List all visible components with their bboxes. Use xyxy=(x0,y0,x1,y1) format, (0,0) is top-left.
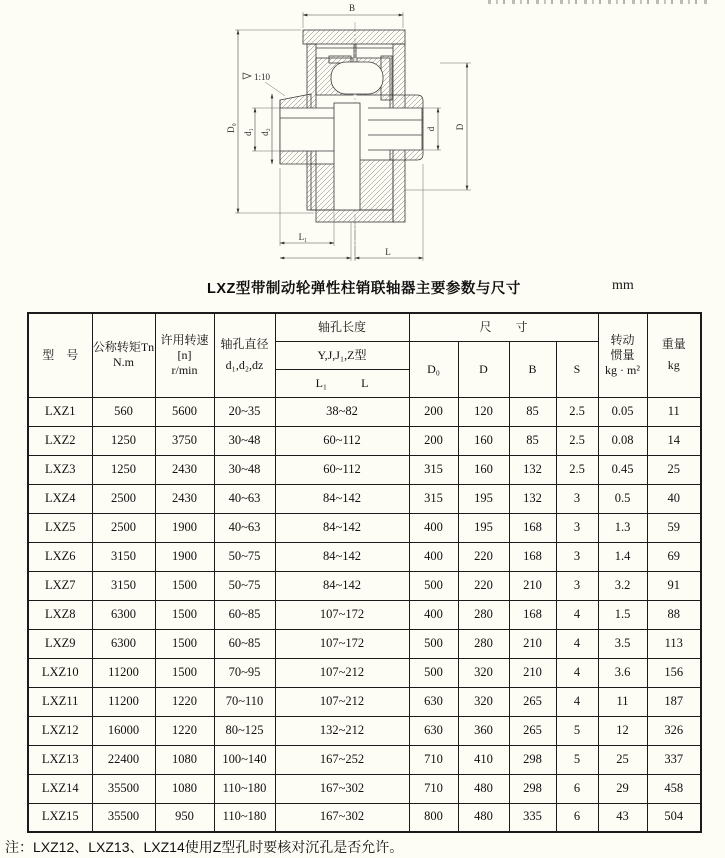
model-cell: LXZ14 xyxy=(28,774,92,803)
value-cell: 11 xyxy=(598,687,647,716)
value-cell: 0.08 xyxy=(598,426,647,455)
table-row xyxy=(28,600,701,629)
value-cell: 950 xyxy=(155,803,214,832)
value-cell: 6 xyxy=(556,774,598,803)
value-cell: 1.3 xyxy=(598,513,647,542)
value-cell: 458 xyxy=(647,774,701,803)
value-cell: 1900 xyxy=(155,542,214,571)
value-cell: 1080 xyxy=(155,745,214,774)
value-cell: 120 xyxy=(458,397,509,426)
model-cell: LXZ15 xyxy=(28,803,92,832)
value-cell: 60~112 xyxy=(275,426,409,455)
value-cell: 337 xyxy=(647,745,701,774)
value-cell: 50~75 xyxy=(214,542,275,571)
dim-b xyxy=(303,3,403,28)
value-cell: 560 xyxy=(92,397,155,426)
table-row xyxy=(28,455,701,484)
value-cell: 0.5 xyxy=(598,484,647,513)
value-cell: 107~212 xyxy=(275,687,409,716)
value-cell: 11 xyxy=(647,397,701,426)
dim-d xyxy=(423,108,441,150)
col-size-d: D xyxy=(458,341,509,397)
value-cell: 167~302 xyxy=(275,774,409,803)
col-bore-diameter: 轴孔直径 d₁,d₂,dz xyxy=(214,313,275,397)
value-cell: 0.45 xyxy=(598,455,647,484)
model-cell: LXZ4 xyxy=(28,484,92,513)
col-size-d0: D₀ xyxy=(409,341,458,397)
value-cell: 84~142 xyxy=(275,542,409,571)
model-cell: LXZ10 xyxy=(28,658,92,687)
value-cell: 168 xyxy=(509,513,556,542)
value-cell: 3.2 xyxy=(598,571,647,600)
col-model: 型 号 xyxy=(28,313,92,397)
value-cell: 4 xyxy=(556,687,598,716)
value-cell: 2.5 xyxy=(556,455,598,484)
cropped-header-text xyxy=(488,0,712,4)
value-cell: 2500 xyxy=(92,484,155,513)
value-cell: 70~95 xyxy=(214,658,275,687)
value-cell: 3.5 xyxy=(598,629,647,658)
value-cell: 6 xyxy=(556,803,598,832)
value-cell: 43 xyxy=(598,803,647,832)
value-cell: 22400 xyxy=(92,745,155,774)
taper-label: 1:10 xyxy=(254,72,271,82)
table-body xyxy=(28,397,701,832)
value-cell: 220 xyxy=(458,571,509,600)
value-cell: 110~180 xyxy=(214,774,275,803)
value-cell: 60~85 xyxy=(214,600,275,629)
value-cell: 132 xyxy=(509,455,556,484)
unit-label: mm xyxy=(612,278,634,293)
value-cell: 60~85 xyxy=(214,629,275,658)
value-cell: 3 xyxy=(556,571,598,600)
value-cell: 107~172 xyxy=(275,600,409,629)
value-cell: 3750 xyxy=(155,426,214,455)
dim-label-l1: L₁ xyxy=(298,232,308,242)
table-row xyxy=(28,803,701,832)
value-cell: 84~142 xyxy=(275,484,409,513)
value-cell: 30~48 xyxy=(214,455,275,484)
value-cell: 187 xyxy=(647,687,701,716)
value-cell: 1250 xyxy=(92,455,155,484)
spacer-block xyxy=(334,103,360,210)
col-length-types: Y,J,J₁,Z型 xyxy=(275,341,409,369)
value-cell: 3.6 xyxy=(598,658,647,687)
value-cell: 25 xyxy=(647,455,701,484)
value-cell: 30~48 xyxy=(214,426,275,455)
table-row xyxy=(28,426,701,455)
value-cell: 320 xyxy=(458,658,509,687)
value-cell: 69 xyxy=(647,542,701,571)
value-cell: 25 xyxy=(598,745,647,774)
value-cell: 265 xyxy=(509,687,556,716)
value-cell: 50~75 xyxy=(214,571,275,600)
value-cell: 326 xyxy=(647,716,701,745)
value-cell: 195 xyxy=(458,513,509,542)
value-cell: 59 xyxy=(647,513,701,542)
value-cell: 167~252 xyxy=(275,745,409,774)
value-cell: 1.5 xyxy=(598,600,647,629)
value-cell: 400 xyxy=(409,513,458,542)
value-cell: 265 xyxy=(509,716,556,745)
value-cell: 410 xyxy=(458,745,509,774)
value-cell: 400 xyxy=(409,542,458,571)
value-cell: 500 xyxy=(409,571,458,600)
value-cell: 1500 xyxy=(155,658,214,687)
value-cell: 5600 xyxy=(155,397,214,426)
value-cell: 315 xyxy=(409,484,458,513)
model-cell: LXZ12 xyxy=(28,716,92,745)
value-cell: 60~112 xyxy=(275,455,409,484)
col-length-l1-l: L₁ L xyxy=(275,369,409,397)
value-cell: 84~142 xyxy=(275,571,409,600)
col-size-s: S xyxy=(556,341,598,397)
model-cell: LXZ5 xyxy=(28,513,92,542)
dim-label-d2: d₂ xyxy=(260,128,270,136)
value-cell: 280 xyxy=(458,629,509,658)
value-cell: 88 xyxy=(647,600,701,629)
table-row xyxy=(28,716,701,745)
table-row xyxy=(28,484,701,513)
model-cell: LXZ3 xyxy=(28,455,92,484)
value-cell: 110~180 xyxy=(214,803,275,832)
model-cell: LXZ6 xyxy=(28,542,92,571)
col-torque: 公称转矩Tn N.m xyxy=(92,313,155,397)
value-cell: 6300 xyxy=(92,600,155,629)
value-cell: 504 xyxy=(647,803,701,832)
value-cell: 16000 xyxy=(92,716,155,745)
table-row xyxy=(28,687,701,716)
value-cell: 630 xyxy=(409,716,458,745)
dim-label-d: d xyxy=(426,126,436,132)
value-cell: 710 xyxy=(409,774,458,803)
footnote: 注：LXZ12、LXZ13、LXZ14使用Z型孔时要核对沉孔是否允许。 xyxy=(5,839,404,855)
value-cell: 220 xyxy=(458,542,509,571)
value-cell: 1.4 xyxy=(598,542,647,571)
value-cell: 1500 xyxy=(155,600,214,629)
value-cell: 70~110 xyxy=(214,687,275,716)
table-row xyxy=(28,513,701,542)
value-cell: 3 xyxy=(556,484,598,513)
col-group-size: 尺 寸 xyxy=(409,313,598,341)
value-cell: 3150 xyxy=(92,571,155,600)
table-header xyxy=(28,313,701,397)
value-cell: 2430 xyxy=(155,455,214,484)
value-cell: 132~212 xyxy=(275,716,409,745)
value-cell: 0.05 xyxy=(598,397,647,426)
table-row xyxy=(28,542,701,571)
value-cell: 480 xyxy=(458,803,509,832)
value-cell: 710 xyxy=(409,745,458,774)
table-title: LXZ型带制动轮弹性柱销联轴器主要参数与尺寸 xyxy=(207,281,521,297)
taper-annotation xyxy=(243,72,285,96)
dim-label-d1: d₁ xyxy=(243,128,253,136)
col-group-bore-length: 轴孔长度 xyxy=(275,313,409,341)
value-cell: 84~142 xyxy=(275,513,409,542)
value-cell: 168 xyxy=(509,542,556,571)
value-cell: 40~63 xyxy=(214,513,275,542)
parameter-table xyxy=(27,312,702,833)
value-cell: 210 xyxy=(509,658,556,687)
value-cell: 14 xyxy=(647,426,701,455)
col-weight: 重量 kg xyxy=(647,313,701,397)
table-row xyxy=(28,397,701,426)
value-cell: 315 xyxy=(409,455,458,484)
value-cell: 200 xyxy=(409,397,458,426)
value-cell: 210 xyxy=(509,629,556,658)
value-cell: 168 xyxy=(509,600,556,629)
value-cell: 5 xyxy=(556,745,598,774)
value-cell: 1900 xyxy=(155,513,214,542)
col-size-b: B xyxy=(509,341,556,397)
value-cell: 156 xyxy=(647,658,701,687)
value-cell: 132 xyxy=(509,484,556,513)
value-cell: 11200 xyxy=(92,658,155,687)
value-cell: 1220 xyxy=(155,716,214,745)
value-cell: 29 xyxy=(598,774,647,803)
value-cell: 500 xyxy=(409,629,458,658)
value-cell: 280 xyxy=(458,600,509,629)
value-cell: 35500 xyxy=(92,803,155,832)
value-cell: 2500 xyxy=(92,513,155,542)
value-cell: 20~35 xyxy=(214,397,275,426)
value-cell: 630 xyxy=(409,687,458,716)
value-cell: 107~212 xyxy=(275,658,409,687)
model-cell: LXZ9 xyxy=(28,629,92,658)
value-cell: 298 xyxy=(509,774,556,803)
value-cell: 40~63 xyxy=(214,484,275,513)
value-cell: 85 xyxy=(509,426,556,455)
value-cell: 480 xyxy=(458,774,509,803)
value-cell: 3150 xyxy=(92,542,155,571)
value-cell: 80~125 xyxy=(214,716,275,745)
value-cell: 298 xyxy=(509,745,556,774)
table-row xyxy=(28,774,701,803)
col-speed: 许用转速 [n] r/min xyxy=(155,313,214,397)
value-cell: 200 xyxy=(409,426,458,455)
value-cell: 400 xyxy=(409,600,458,629)
value-cell: 100~140 xyxy=(214,745,275,774)
value-cell: 2.5 xyxy=(556,426,598,455)
title-row xyxy=(0,277,725,297)
value-cell: 500 xyxy=(409,658,458,687)
value-cell: 3 xyxy=(556,542,598,571)
table-row xyxy=(28,745,701,774)
value-cell: 335 xyxy=(509,803,556,832)
value-cell: 160 xyxy=(458,426,509,455)
value-cell: 800 xyxy=(409,803,458,832)
value-cell: 1250 xyxy=(92,426,155,455)
dim-label-D: D xyxy=(455,123,465,131)
value-cell: 360 xyxy=(458,716,509,745)
model-cell: LXZ8 xyxy=(28,600,92,629)
model-cell: LXZ7 xyxy=(28,571,92,600)
value-cell: 12 xyxy=(598,716,647,745)
coupling-section-drawing xyxy=(225,0,495,268)
value-cell: 4 xyxy=(556,658,598,687)
dim-label-b: B xyxy=(349,3,356,13)
value-cell: 85 xyxy=(509,397,556,426)
taper-icon xyxy=(243,73,251,79)
value-cell: 1220 xyxy=(155,687,214,716)
dim-d2 xyxy=(260,94,272,164)
table-row xyxy=(28,629,701,658)
value-cell: 35500 xyxy=(92,774,155,803)
value-cell: 195 xyxy=(458,484,509,513)
value-cell: 1500 xyxy=(155,571,214,600)
model-cell: LXZ11 xyxy=(28,687,92,716)
value-cell: 11200 xyxy=(92,687,155,716)
value-cell: 4 xyxy=(556,629,598,658)
table-row xyxy=(28,658,701,687)
value-cell: 91 xyxy=(647,571,701,600)
value-cell: 107~172 xyxy=(275,629,409,658)
value-cell: 1080 xyxy=(155,774,214,803)
dim-label-d0: D₀ xyxy=(226,123,236,133)
value-cell: 2430 xyxy=(155,484,214,513)
value-cell: 3 xyxy=(556,513,598,542)
value-cell: 113 xyxy=(647,629,701,658)
value-cell: 320 xyxy=(458,687,509,716)
table-row xyxy=(28,571,701,600)
model-cell: LXZ13 xyxy=(28,745,92,774)
value-cell: 2.5 xyxy=(556,397,598,426)
col-inertia: 转动 惯量 kg · m² xyxy=(598,313,647,397)
value-cell: 6300 xyxy=(92,629,155,658)
value-cell: 1500 xyxy=(155,629,214,658)
model-cell: LXZ1 xyxy=(28,397,92,426)
value-cell: 160 xyxy=(458,455,509,484)
dim-label-l: L xyxy=(385,247,391,257)
value-cell: 40 xyxy=(647,484,701,513)
value-cell: 167~302 xyxy=(275,803,409,832)
model-cell: LXZ2 xyxy=(28,426,92,455)
value-cell: 5 xyxy=(556,716,598,745)
value-cell: 38~82 xyxy=(275,397,409,426)
value-cell: 4 xyxy=(556,600,598,629)
value-cell: 210 xyxy=(509,571,556,600)
